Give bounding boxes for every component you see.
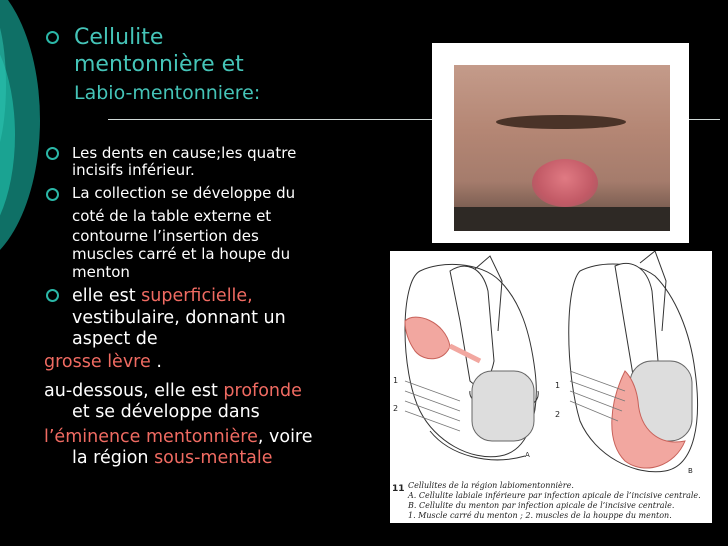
label-2a: 2	[393, 404, 399, 413]
label-figure-b: B	[688, 467, 693, 475]
collar-shape	[454, 207, 670, 231]
figure-number: 11	[392, 484, 405, 494]
slide-title-line: mentonnière et	[74, 52, 244, 77]
bullet-text: muscles carré et la houpe du	[72, 245, 291, 263]
bullet-text: vestibulaire, donnant un	[72, 308, 286, 328]
bullet-text: aspect de	[72, 329, 158, 349]
chin-swelling	[532, 159, 598, 207]
highlight-superficielle: superficielle,	[141, 286, 253, 306]
bullet-text: incisifs inférieur.	[72, 161, 195, 179]
label-1b: 1	[555, 381, 561, 390]
diagram-b	[569, 251, 698, 472]
slide-subtitle: Labio-mentonniere:	[74, 82, 261, 104]
diagram-a	[405, 256, 538, 460]
figure-caption-title: Cellulites de la région labiomentonnière.	[408, 481, 574, 490]
bullet-ring-icon	[46, 31, 59, 44]
bullet-ring-icon	[46, 147, 59, 160]
highlight-sous-mentale: sous-mentale	[154, 448, 273, 468]
moustache-shape	[496, 115, 626, 129]
bullet-text: La collection se développe du	[72, 184, 296, 202]
highlight-profonde: profonde	[223, 381, 302, 401]
highlight-eminence: l’éminence mentonnière	[44, 427, 258, 447]
figure-caption-b: B. Cellulite du menton par infection apicale de l’incisive centrale.	[408, 501, 675, 510]
figure-caption-a: A. Cellulite labiale inférieure par infection apicale de l’incisive centrale.	[408, 491, 701, 500]
slide-title-line: Cellulite	[74, 25, 164, 50]
body-text: au-dessous, elle est profonde	[44, 381, 302, 401]
label-2b: 2	[555, 410, 561, 419]
body-text: grosse lèvre .	[44, 352, 162, 372]
patient-photo-panel	[432, 43, 689, 243]
figure-caption-c: 1. Muscle carré du menton ; 2. muscles de la houppe du menton.	[408, 511, 672, 520]
bullet-text: coté de la table externe et	[72, 207, 272, 225]
body-text: l’éminence mentonnière, voire	[44, 427, 313, 447]
bullet-ring-icon	[46, 188, 59, 201]
bullet-text: elle est superficielle,	[72, 286, 253, 306]
bullet-text: contourne l’insertion des	[72, 227, 259, 245]
anatomy-diagram-panel	[390, 251, 712, 523]
bullet-ring-icon	[46, 289, 59, 302]
bullet-text: Les dents en cause;les quatre	[72, 144, 297, 162]
bullet-text: menton	[72, 263, 130, 281]
body-text: la région sous-mentale	[72, 448, 273, 468]
bone-mass-a	[472, 371, 534, 441]
patient-photo	[454, 65, 670, 231]
label-figure-a: A	[525, 451, 530, 459]
highlight-grosse-levre: grosse lèvre	[44, 352, 151, 372]
body-text: et se développe dans	[72, 402, 260, 422]
label-1a: 1	[393, 376, 399, 385]
